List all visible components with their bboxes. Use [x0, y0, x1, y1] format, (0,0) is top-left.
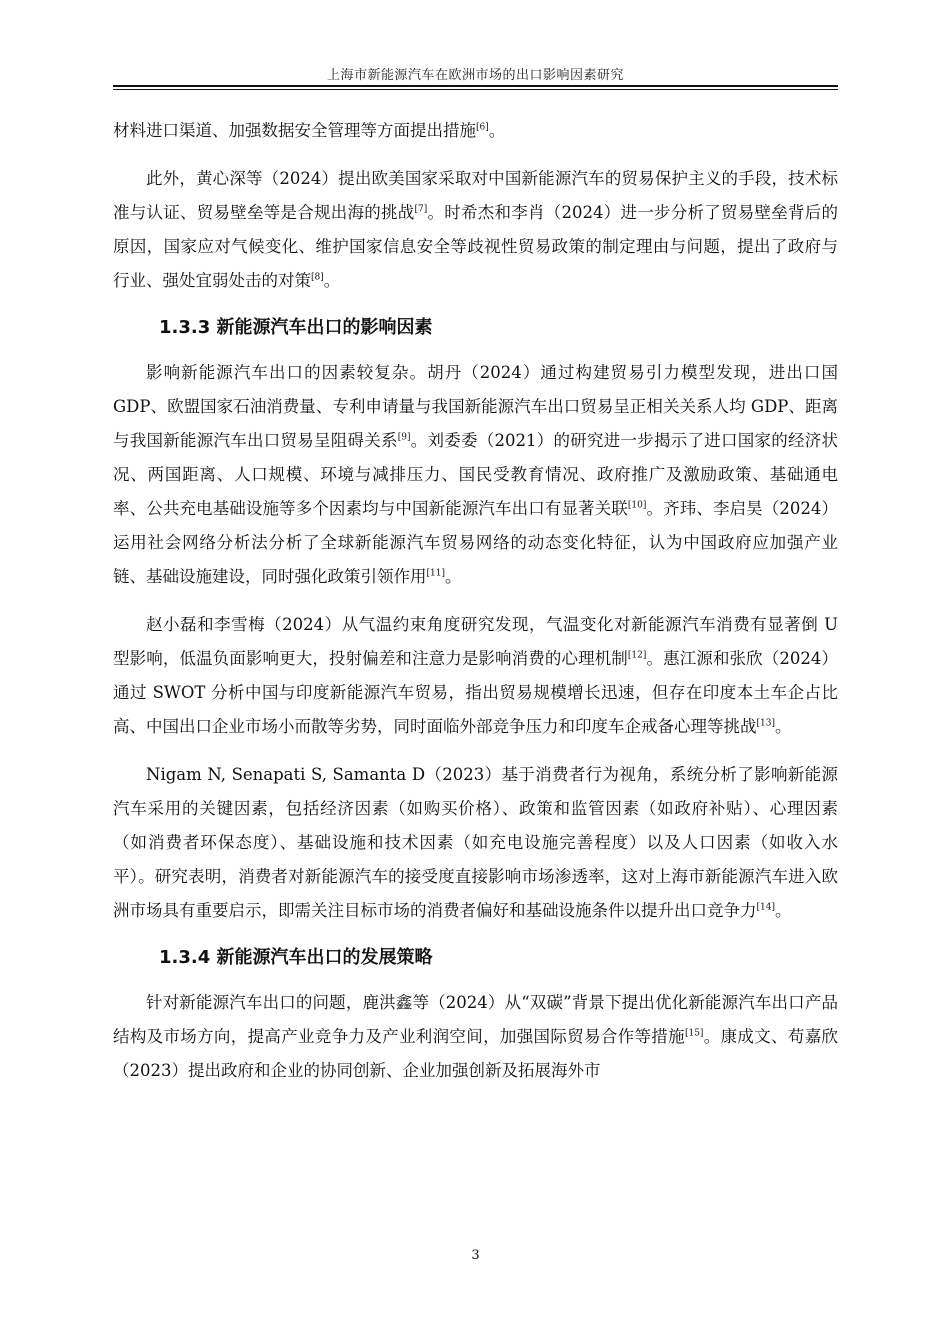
citation-ref: [7]: [414, 204, 428, 215]
paragraph: 影响新能源汽车出口的因素较复杂。胡丹（2024）通过构建贸易引力模型发现，进出口国 GDP、欧盟国家石油消费量、专利申请量与我国新能源汽车出口贸易呈正相关关系人均 GDP、距离与我国新能源汽车出口贸易呈阻碍关系[9]。刘委委（2021）的研究进一步揭示了进口国家的经济状况、两国距离、人口规模、环境与减排压力、国民受教育情况、政府推广及激励政策、基础通电率、公共充电基础设施等多个因素均与中国新能源汽车出口有显著关联[10]。齐玮、李启昊（2024）运用社会网络分析法分析了全球新能源汽车贸易网络的动态变化特征，认为中国政府应加强产业链、基础设施建设，同时强化政策引领作用[11]。: [113, 363, 838, 586]
citation-ref: [8]: [311, 272, 324, 283]
citation-ref: [13]: [756, 718, 775, 729]
page-number: 3: [471, 1248, 480, 1263]
paragraph: 材料进口渠道、加强数据安全管理等方面提出措施[6]。: [113, 121, 506, 140]
citation-ref: [9]: [397, 432, 411, 443]
citation-ref: [11]: [426, 568, 445, 579]
paragraph: 此外，黄心深等（2024）提出欧美国家采取对中国新能源汽车的贸易保护主义的手段，技术标准与认证、贸易壁垒等是合规出海的挑战[7]。时希杰和李肖（2024）进一步分析了贸易壁垒背后的原因，国家应对气候变化、维护国家信息安全等歧视性贸易政策的制定理由与问题，提出了政府与行业、强处宜弱处击的对策[8]。: [113, 169, 838, 290]
citation-ref: [10]: [627, 500, 647, 511]
running-header: 上海市新能源汽车在欧洲市场的出口影响因素研究: [326, 68, 624, 83]
paragraph: 赵小磊和李雪梅（2024）从气温约束角度研究发现，气温变化对新能源汽车消费有显著倒 U 型影响，低温负面影响更大，投射偏差和注意力是影响消费的心理机制[12]。惠江源和张欣（2024）通过 SWOT 分析中国与印度新能源汽车贸易，指出贸易规模增长迅速，但存在印度本土车企占比高、中国出口企业市场小而散等劣势，同时面临外部竞争压力和印度车企戒备心理等挑战[13]。: [113, 615, 838, 736]
citation-ref: [12]: [627, 650, 647, 661]
section-heading: 1.3.4 新能源汽车出口的发展策略: [159, 947, 433, 968]
section-heading: 1.3.3 新能源汽车出口的影响因素: [159, 317, 433, 338]
paragraph: Nigam N, Senapati S, Samanta D（2023）基于消费者行为视角，系统分析了影响新能源汽车采用的关键因素，包括经济因素（如购买价格）、政策和监管因素（如政府补贴）、心理因素（如消费者环保态度）、基础设施和技术因素（如充电设施完善程度）以及人口因素（如收入水平）。研究表明，消费者对新能源汽车的接受度直接影响市场渗透率，这对上海市新能源汽车进入欧洲市场具有重要启示，即需关注目标市场的消费者偏好和基础设施条件以提升出口竞争力[14]。: [113, 765, 838, 920]
body-text: [113, 114, 838, 1102]
citation-ref: [6]: [476, 122, 489, 133]
paragraph: 针对新能源汽车出口的问题，鹿洪鑫等（2024）从“双碳”背景下提出优化新能源汽车出口产品结构及市场方向，提高产业竞争力及产业利润空间，加强国际贸易合作等措施[15]。康成文、苟嘉欣（2023）提出政府和企业的协同创新、企业加强创新及拓展海外市: [113, 993, 839, 1080]
header-rule-thin: [113, 89, 838, 90]
header-rule-thick: [113, 85, 838, 87]
citation-ref: [14]: [756, 902, 775, 913]
citation-ref: [15]: [684, 1028, 704, 1039]
